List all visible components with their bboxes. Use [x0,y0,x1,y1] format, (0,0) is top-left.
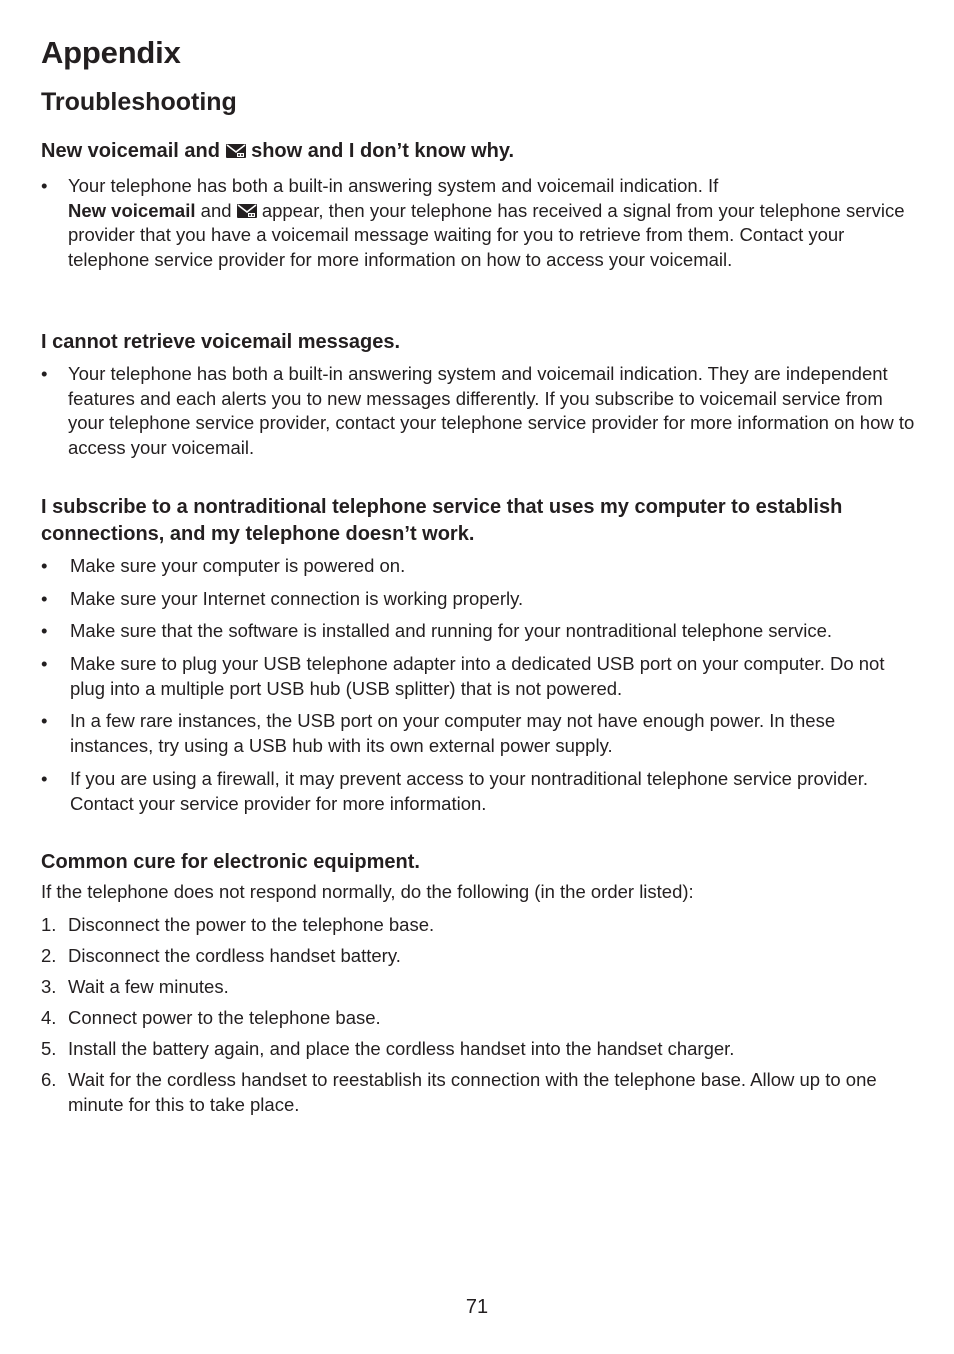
page-number: 71 [465,1296,489,1318]
bullet-marker: • [41,653,48,674]
bullet-marker: • [41,175,48,196]
new-voicemail-label: New voicemail [68,199,196,221]
bullet-marker: • [41,555,48,576]
question-heading-common-cure: Common cure for electronic equipment. [41,851,420,873]
page-title: Appendix [41,35,181,70]
bullet-marker: • [41,620,48,641]
intro-text: If the telephone does not respond normally, do the following (in the order listed): [41,881,694,902]
bullet-marker: • [41,768,48,789]
question-heading-new-voicemail: New voicemail and show and I don’t know why. [41,140,515,162]
voicemail-envelope-icon [237,201,257,217]
question-heading-retrieve-voicemail: I cannot retrieve voicemail messages. [41,331,401,353]
bullet-marker: • [41,363,48,384]
section-title: Troubleshooting [41,88,237,116]
bullet-marker: • [41,710,48,731]
document-page: Appendix Troubleshooting New voicemail and show and I don’t know why. • Your telephone has both a built-in answering system and voicemail indication. If New voicemail and appear, then your telephone has received a signal from your telephone service provider that you have a voicemail message waiting for you to retrieve from them. Contact your telephone service provider for more information on how to access your voicemail. I cannot retrieve voicemail messages. • Your telephone has both a built-in answering system and voicemail indication. They are independent features and each alerts you to new messages differently. If you subscribe to voicemail service from your telephone service provider, contact your telephone service provider for more information on how to access your voicemail. I subscribe to a nontraditional telephone service that uses my computer to establish connections, and my telephone doesn’t work. • Make sure your computer is powered on. • Make sure your Internet connection is working properly. • Make sure that the software is installed and running for your nontraditional telephone service. • Make sure to plug your USB telephone adapter into a dedicated USB port on your computer. Do not plug into a multiple port USB hub (USB splitter) that is not powered. • In a few rare instances, the USB port on your computer may not have enough power. In these instances, try using a USB hub with its own external power supply. • If you are using a firewall, it may prevent access to your nontraditional telephone service provider. Contact your service provider for more information. Common cure for electronic equipment. If the telephone does not respond normally, do the following (in the order listed): 1. Disconnect the power to the telephone base. 2. Disconnect the cordless handset battery. 3. Wait a few minutes. 4. Connect power to the telephone base. 5. Install the battery again, and place the cordless handset into the handset charger. 6. Wait for the cordless handset to reestablish its connection with the telephone base. Allow up to one minute for this to take place. 71 [0,0,954,1354]
voicemail-envelope-icon [226,140,246,156]
question-heading-nontraditional-service: I subscribe to a nontraditional telephone service that uses my computer to establish connections, and my telephone doesn’t work. [41,496,843,545]
bullet-marker: • [41,588,48,609]
